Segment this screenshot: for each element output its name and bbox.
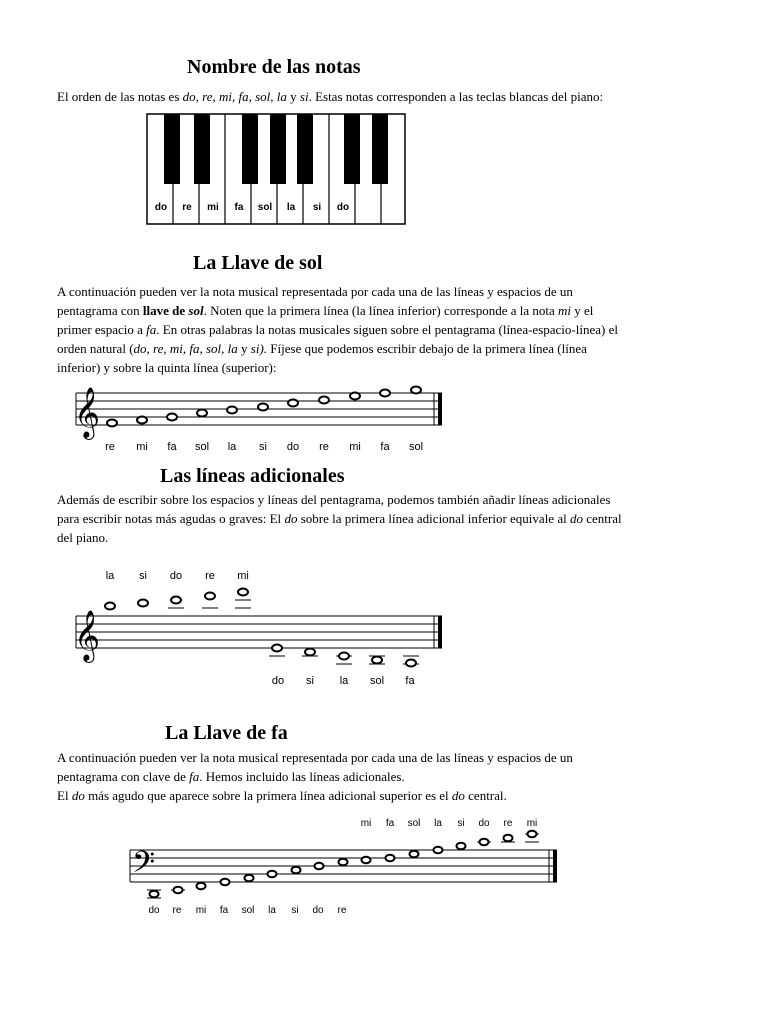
note-label: re [105,441,115,453]
note-label: sol [369,675,385,687]
note-label: mi [136,441,148,453]
note-label: si [139,570,147,582]
intro-text: El orden de las notas es do, re, mi, fa, sol, la y si. Estas notas corresponden a las teclas blancas del piano: [57,89,604,104]
note-label: fa [219,905,229,916]
note-label: la [268,905,276,916]
note-label: re [172,905,182,916]
treble-clef-icon: 𝄞 [74,611,101,660]
bass-clef-icon: 𝄢 [132,845,156,886]
paragraph-lineas-adicionales: Además de escribir sobre los espacios y líneas del pentagrama, podemos también añadir líneas adicionales para escribir notas más agudas o graves: El do sobre la primera línea adicional inferior equivale al do central del piano. [57,492,622,545]
note-label: sol [241,905,255,916]
key-label: re [182,202,192,213]
note-label: mi [349,441,361,453]
note-label: do [478,818,490,829]
key-label: sol [257,202,273,213]
note-label: la [339,675,349,687]
note-label: mi [237,570,249,582]
key-label: la [286,202,296,213]
key-label: si [312,202,322,213]
note-label: do [312,905,324,916]
note-label: fa [385,818,395,829]
treble-clef-icon: 𝄞 [74,388,101,437]
note-label: fa [380,441,390,453]
note-label: do [169,570,183,582]
note-label: fa [167,441,177,453]
title-nombre-notas: Nombre de las notas [187,56,361,78]
key-label: do [336,202,350,213]
note-label: mi [526,818,538,829]
note-label: si [457,818,465,829]
note-label: do [271,675,285,687]
note-label: do [286,441,300,453]
note-label: la [434,818,442,829]
key-label: fa [234,202,244,213]
title-llave-sol: La Llave de sol [193,252,323,274]
title-lineas-adicionales: Las líneas adicionales [160,465,345,487]
staff-treble [68,378,448,458]
note-label: mi [195,905,207,916]
note-label: re [337,905,347,916]
note-label: si [306,675,314,687]
note-label: la [105,570,115,582]
note-label: si [291,905,299,916]
note-label: re [319,441,329,453]
note-label: re [205,570,215,582]
note-label: sol [194,441,210,453]
note-label: re [503,818,513,829]
note-label: sol [408,441,424,453]
note-label: sol [407,818,421,829]
key-label: mi [207,202,219,213]
title-llave-fa: La Llave de fa [165,722,288,744]
paragraph-llave-fa: A continuación pueden ver la nota musical representada por cada una de las líneas y espacios de un pentagrama con clave de fa. Hemos incluido las líneas adicionales. El do más agudo que aparece sobre la primera línea adicional superior es el do central. [57,750,573,803]
note-label: do [148,905,160,916]
piano-keyboard [146,113,408,226]
note-label: la [227,441,237,453]
paragraph-llave-sol: A continuación pueden ver la nota musical representada por cada una de las líneas y espacios de un pentagrama con llave de sol. Noten que la primera línea (la línea inferior) corresponde a la nota mi y el primer espacio a fa. En otras palabras la notas musicales siguen sobre el pentagrama (línea-espacio-línea) el orden natural (do, re, mi, fa, sol, la y si). Fíjese que podemos escribir debajo de la primera línea (línea inferior) y sobre la quinta línea (superior): [57,284,618,375]
note-label: si [259,441,267,453]
key-label: do [154,202,168,213]
staff-ledger-lines [68,565,448,695]
staff-bass [120,812,565,922]
note-label: mi [360,818,372,829]
note-label: fa [405,675,415,687]
